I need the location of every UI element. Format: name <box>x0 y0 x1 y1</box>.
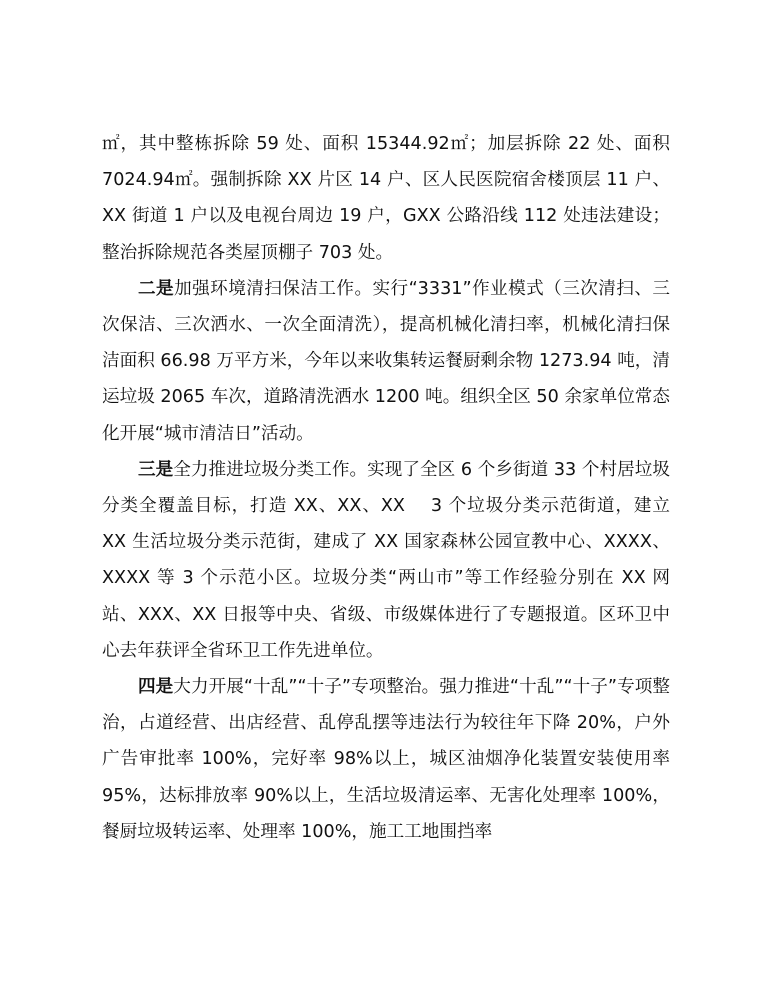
paragraph-waste-sorting <box>102 452 670 669</box>
paragraph-text: 全力推进垃圾分类工作。实现了全区 6 个乡街道 33 个村居垃圾分类全覆盖目标，打造 XX、XX、XX 3 个垃圾分类示范街道，建立 XX 生活垃圾分类示范街，建成了 XX 国家森林公园宣教中心、XXXX、XXXX 等 3 个示范小区。垃圾分类“两山市”等工作经验分别在 XX 网站、XXX、XX 日报等中央、省级、市级媒体进行了专题报道。区环卫中心去年获评全省环卫工作先进单位。 <box>102 459 670 661</box>
paragraph-lead: 二是 <box>138 278 175 299</box>
paragraph-special-rectification <box>102 669 670 850</box>
paragraph-demolition-continued <box>102 126 670 271</box>
paragraph-lead: 三是 <box>138 459 174 480</box>
paragraph-text: ㎡，其中整栋拆除 59 处、面积 15344.92㎡；加层拆除 22 处、面积 7024.94㎡。强制拆除 XX 片区 14 户、区人民医院宿舍楼顶层 11 户、XX 街道 1 户以及电视台周边 19 户，GXX 公路沿线 112 处违法建设；整治拆除规范各类屋顶棚子 703 处。 <box>102 134 670 263</box>
document-body <box>102 126 670 850</box>
paragraph-cleaning <box>102 271 670 452</box>
paragraph-text: 大力开展“十乱”“十子”专项整治。强力推进“十乱”“十子”专项整治，占道经营、出店经营、乱停乱摆等违法行为较往年下降 20%，户外广告审批率 100%，完好率 98%以上，城区油烟净化装置安装使用率 95%，达标排放率 90%以上，生活垃圾清运率、无害化处理率 100%，餐厨垃圾转运率、处理率 100%，施工工地围挡率 <box>102 677 670 842</box>
paragraph-lead: 四是 <box>138 677 174 698</box>
paragraph-text: 加强环境清扫保洁工作。实行“3331”作业模式（三次清扫、三次保洁、三次洒水、一次全面清洗），提高机械化清扫率，机械化清扫保洁面积 66.98 万平方米，今年以来收集转运餐厨剩余物 1273.94 吨，清运垃圾 2065 车次，道路清洗洒水 1200 吨。组织全区 50 余家单位常态化开展“城市清洁日”活动。 <box>102 278 670 444</box>
